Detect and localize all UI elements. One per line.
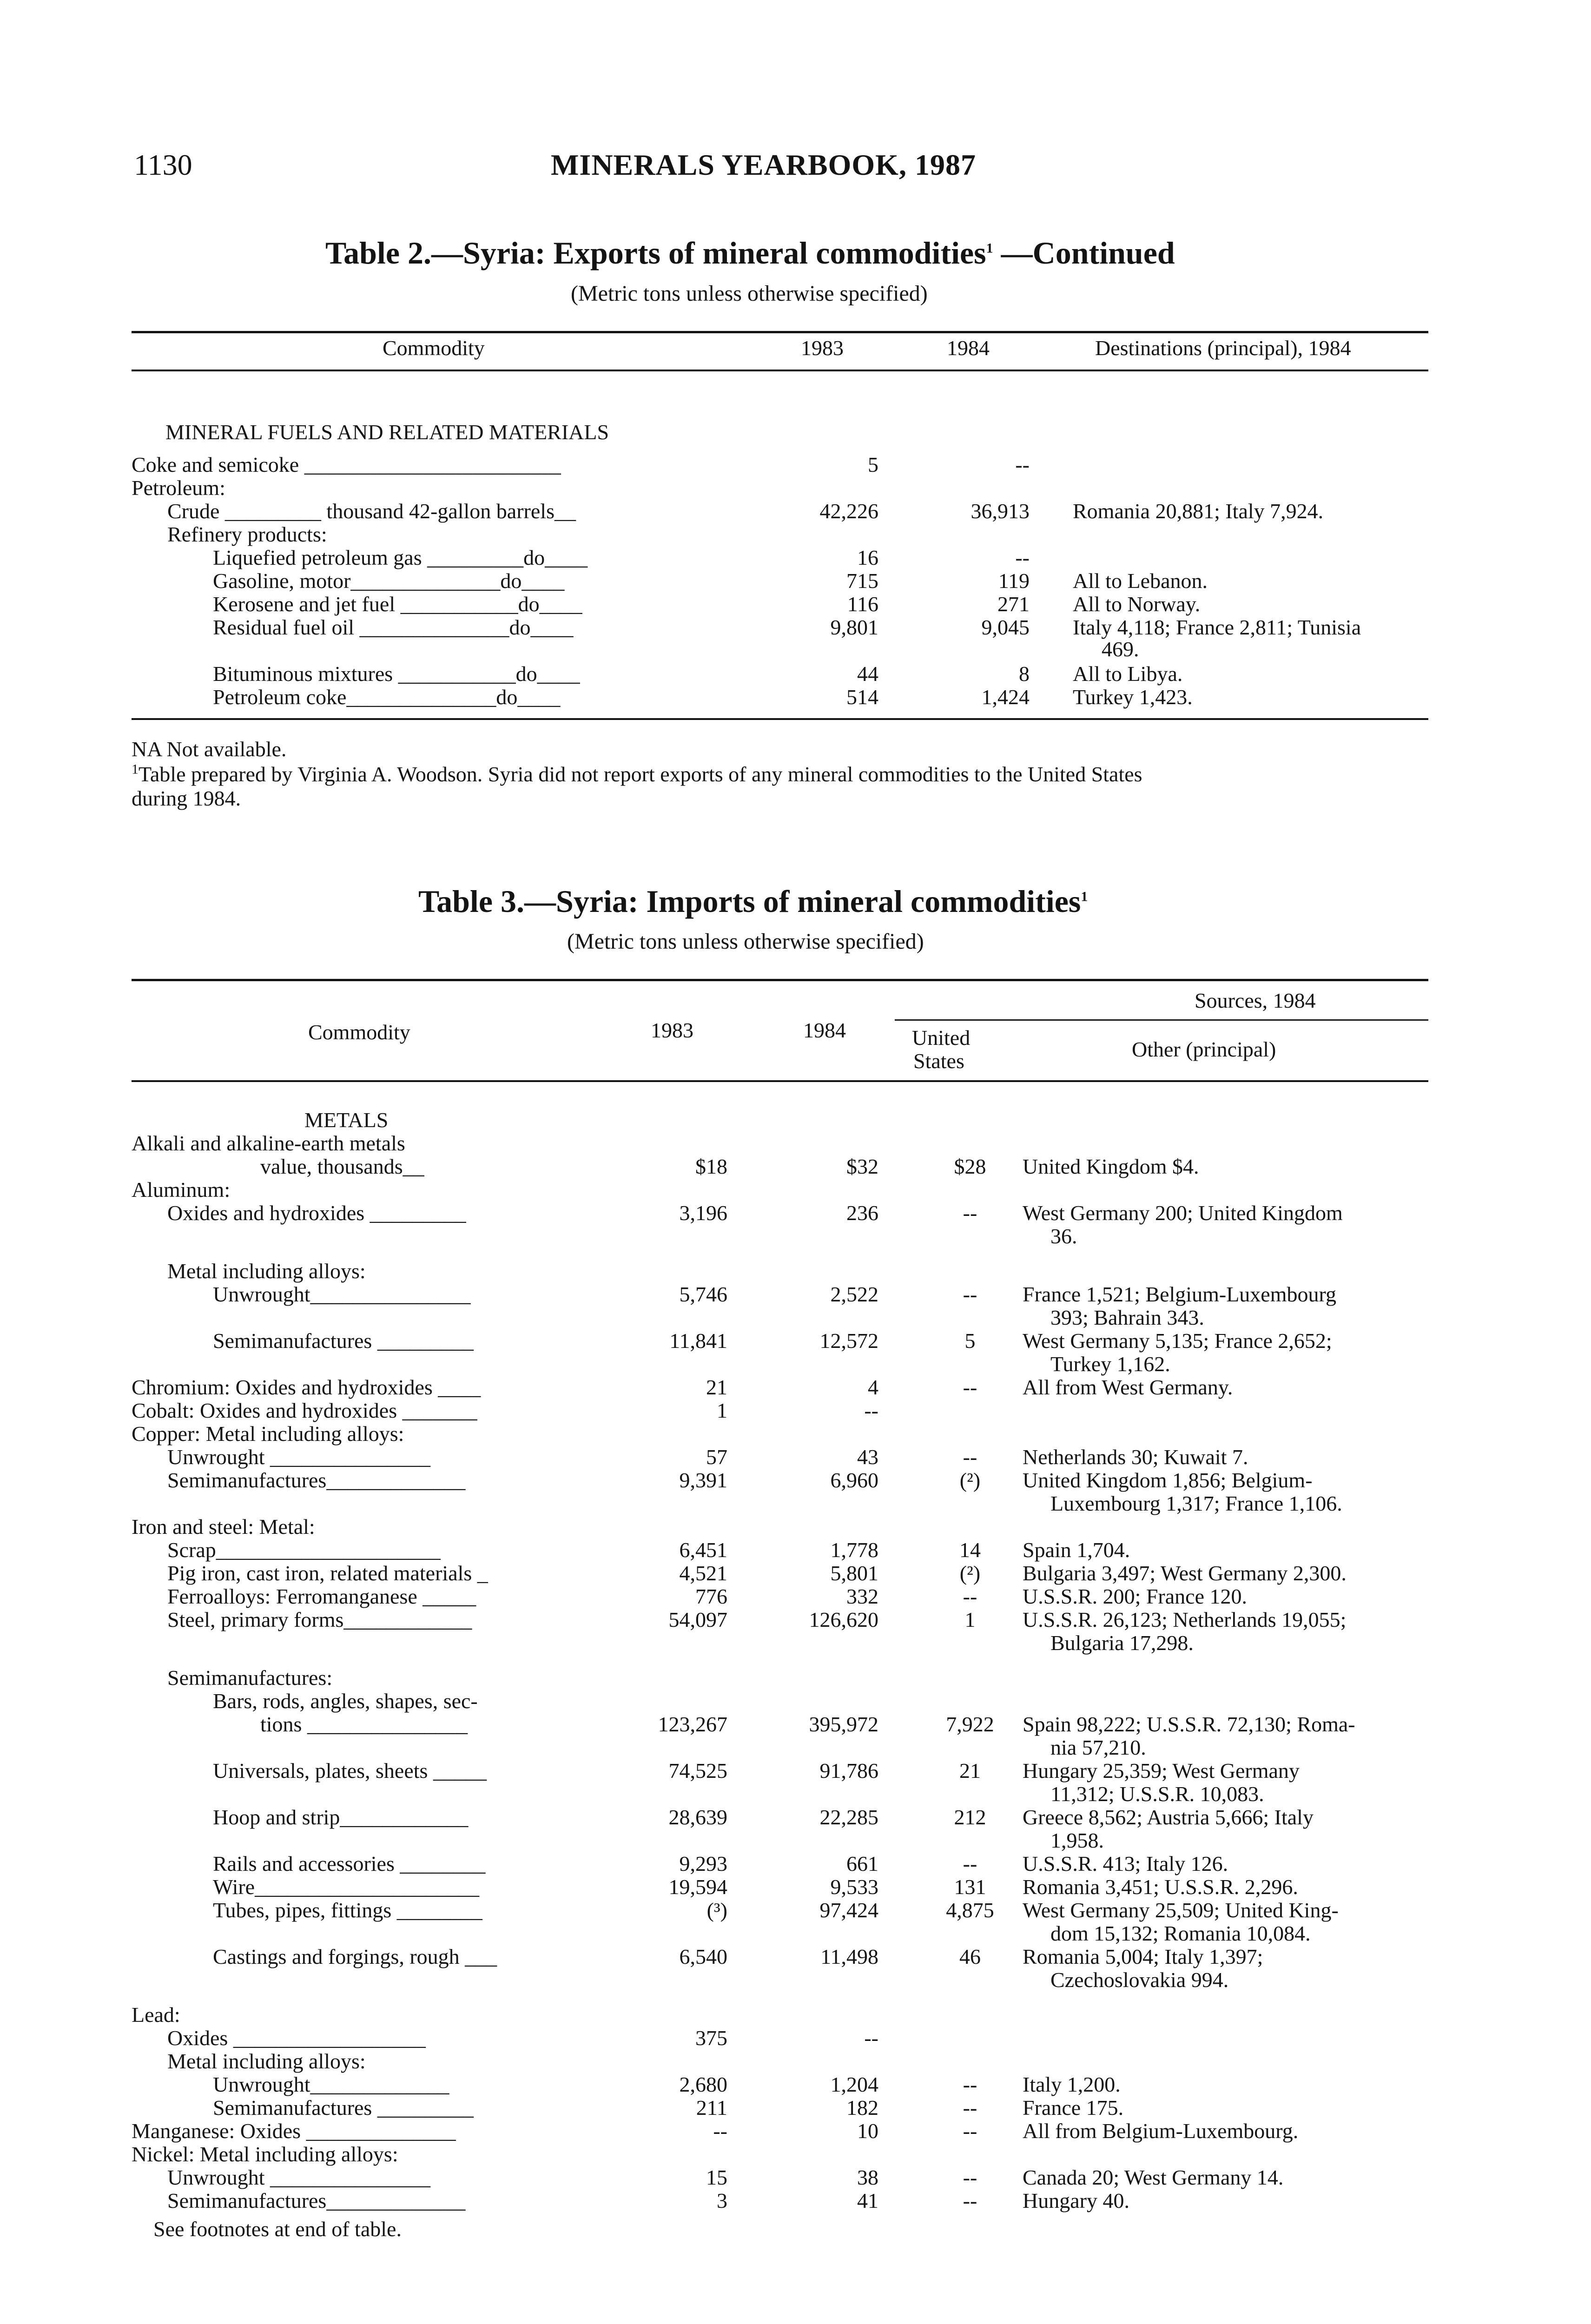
- table3-cell-1984: 5,801: [830, 1561, 878, 1585]
- table2-footnote-1: $^1$Table prepared by Virginia A. Woodson. Syria did not report exports of any mineral commodities to the United States: [132, 761, 1142, 786]
- table3-title: Table 3.—Syria: Imports of mineral commodities$^1$: [418, 884, 1088, 919]
- table3-cell-1983: 3: [717, 2189, 727, 2212]
- table3-cell-other-cont: 1,958.: [1050, 1829, 1104, 1852]
- table3-cell-united-states: --: [963, 2189, 977, 2212]
- table3-cell-1983: 776: [695, 1585, 727, 1608]
- table3-cell-1983: 54,097: [668, 1608, 727, 1631]
- table3-cell-1984: 9,533: [830, 1875, 878, 1899]
- table3-cell-1984: 10: [857, 2119, 878, 2143]
- table3-cell-1983: 1: [717, 1399, 727, 1422]
- table3-cell-1984: 6,960: [830, 1468, 878, 1492]
- table2-row-label: Coke and semicoke ________________________: [132, 453, 561, 476]
- table2-cell-destination: All to Libya.: [1073, 662, 1183, 686]
- table3-cell-1983: 15: [706, 2166, 727, 2189]
- table3-cell-other: Italy 1,200.: [1023, 2073, 1121, 2096]
- table2-top-rule: [132, 331, 1428, 333]
- table3-row-label: Aluminum:: [132, 1178, 231, 1202]
- table3-cell-other: Romania 3,451; U.S.S.R. 2,296.: [1023, 1875, 1298, 1899]
- table3-row-label: Semimanufactures _________: [213, 1329, 474, 1353]
- table3-cell-other: West Germany 200; United Kingdom: [1023, 1201, 1343, 1225]
- table3-row-label: Alkali and alkaline-earth metals: [132, 1131, 405, 1155]
- table2-cell-1984: 271: [997, 592, 1030, 616]
- table3-row-label: Metal including alloys:: [167, 2049, 366, 2073]
- table3-cell-united-states: 46: [959, 1945, 981, 1968]
- table2-header-rule: [132, 370, 1428, 371]
- table3-col-1983: 1983: [651, 1018, 693, 1042]
- table3-cell-united-states: 1: [964, 1608, 976, 1631]
- table3-cell-united-states: --: [963, 1585, 977, 1608]
- table2-cell-1983: 514: [846, 685, 878, 709]
- table3-cell-other: U.S.S.R. 413; Italy 126.: [1023, 1852, 1228, 1875]
- table3-cell-1983: 123,267: [658, 1712, 727, 1736]
- table3-cell-1984: 43: [857, 1445, 878, 1469]
- table2-bottom-rule: [132, 718, 1428, 720]
- table3-cell-other: U.S.S.R. 26,123; Netherlands 19,055;: [1023, 1608, 1347, 1631]
- table2-title-footnote: 1: [986, 240, 993, 256]
- table2-row-label: Residual fuel oil ______________do____: [213, 615, 574, 639]
- table3-cell-united-states: 5: [964, 1329, 976, 1353]
- table3-cell-other-cont: 11,312; U.S.S.R. 10,083.: [1050, 1782, 1264, 1806]
- table2-cell-1983: 16: [857, 546, 878, 569]
- table3-footer: See footnotes at end of table.: [153, 2217, 402, 2241]
- table2-cell-destination: All to Norway.: [1073, 592, 1201, 616]
- table3-cell-other: Netherlands 30; Kuwait 7.: [1023, 1445, 1248, 1469]
- table3-cell-other: Spain 98,222; U.S.S.R. 72,130; Roma-: [1023, 1712, 1355, 1736]
- table2-cell-1984: 36,913: [970, 499, 1030, 523]
- table3-section: METALS: [304, 1108, 389, 1132]
- table3-cell-1983: (³): [706, 1898, 727, 1922]
- table3-cell-1984: 2,522: [830, 1282, 878, 1306]
- table3-row-label: Oxides and hydroxides _________: [167, 1201, 466, 1225]
- table3-col-other: Other (principal): [1132, 1037, 1276, 1061]
- table3-cell-1983: 57: [706, 1445, 727, 1469]
- table3-cell-1983: 4,521: [679, 1561, 727, 1585]
- table3-cell-1983: 21: [706, 1375, 727, 1399]
- table3-row-label: Manganese: Oxides ______________: [132, 2119, 456, 2143]
- table3-row-label: Cobalt: Oxides and hydroxides _______: [132, 1399, 477, 1422]
- table3-cell-other: Canada 20; West Germany 14.: [1023, 2166, 1284, 2189]
- table3-row-label: Oxides __________________: [167, 2026, 426, 2050]
- table3-cell-1984: --: [864, 1399, 878, 1422]
- table3-cell-other: Bulgaria 3,497; West Germany 2,300.: [1023, 1561, 1347, 1585]
- table3-header-rule: [132, 1080, 1428, 1082]
- table2-cell-1984: 8: [1019, 662, 1030, 686]
- table3-cell-united-states: 14: [959, 1538, 981, 1562]
- table3-row-label: Metal including alloys:: [167, 1259, 366, 1283]
- table3-cell-other-cont: dom 15,132; Romania 10,084.: [1050, 1921, 1311, 1945]
- table3-title-footnote: 1: [1081, 889, 1088, 905]
- table3-cell-united-states: --: [963, 2119, 977, 2143]
- table2-cell-destination-cont: 469.: [1102, 637, 1139, 661]
- table3-cell-1984: 126,620: [809, 1608, 878, 1631]
- table3-cell-united-states: --: [963, 2166, 977, 2189]
- table3-row-label: Scrap_____________________: [167, 1538, 441, 1562]
- table3-row-label: Steel, primary forms____________: [167, 1608, 472, 1631]
- table2-section: MINERAL FUELS AND RELATED MATERIALS: [165, 420, 609, 444]
- table3-cell-1984: 1,778: [830, 1538, 878, 1562]
- table2-cell-1984: --: [1015, 453, 1030, 476]
- table3-cell-1984: 182: [846, 2096, 878, 2119]
- table3-row-label: tions _______________: [260, 1712, 468, 1736]
- table2-row-label: Crude _________ thousand 42-gallon barrels__: [167, 499, 576, 523]
- table3-cell-1984: 12,572: [819, 1329, 878, 1353]
- table3-cell-1984: 22,285: [819, 1805, 878, 1829]
- table3-cell-1983: 11,841: [669, 1329, 727, 1353]
- table3-cell-1984: 395,972: [809, 1712, 878, 1736]
- table2-title: Table 2.—Syria: Exports of mineral commodities$^1$ —Continued: [325, 235, 1175, 271]
- table2-subtitle: (Metric tons unless otherwise specified): [571, 281, 928, 306]
- table3-row-label: Semimanufactures_____________: [167, 2189, 466, 2212]
- table2-cell-destination: Romania 20,881; Italy 7,924.: [1073, 499, 1324, 523]
- table3-cell-other: Hungary 25,359; West Germany: [1023, 1759, 1300, 1783]
- table3-cell-1984: --: [864, 2026, 878, 2050]
- table3-cell-other-cont: nia 57,210.: [1050, 1736, 1146, 1759]
- table3-cell-other: United Kingdom $4.: [1023, 1155, 1199, 1178]
- table3-cell-other: U.S.S.R. 200; France 120.: [1023, 1585, 1247, 1608]
- table2-cell-destination: Turkey 1,423.: [1073, 685, 1193, 709]
- table3-row-label: Unwrought _______________: [167, 1445, 431, 1469]
- table3-row-label: Bars, rods, angles, shapes, sec-: [213, 1689, 478, 1713]
- table3-cell-1983: 9,391: [679, 1468, 727, 1492]
- table3-cell-1983: 6,451: [679, 1538, 727, 1562]
- table3-cell-other: All from Belgium-Luxembourg.: [1023, 2119, 1299, 2143]
- table3-row-label: value, thousands__: [260, 1155, 424, 1178]
- table3-cell-united-states: --: [963, 1375, 977, 1399]
- table3-row-label: Semimanufactures _________: [213, 2096, 474, 2119]
- table3-cell-united-states: 131: [954, 1875, 986, 1899]
- table3-cell-united-states: --: [963, 1282, 977, 1306]
- table2-row-label: Refinery products:: [167, 522, 327, 546]
- table3-cell-1983: 19,594: [668, 1875, 727, 1899]
- table3-cell-other: United Kingdom 1,856; Belgium-: [1023, 1468, 1313, 1492]
- table3-cell-1983: 28,639: [668, 1805, 727, 1829]
- table3-row-label: Universals, plates, sheets _____: [213, 1759, 487, 1783]
- table2-row-label: Petroleum coke______________do____: [213, 685, 561, 709]
- table3-cell-united-states: (²): [959, 1468, 981, 1492]
- table2-col-1983: 1983: [801, 336, 844, 360]
- table3-cell-united-states: (²): [959, 1561, 981, 1585]
- table3-row-label: Ferroalloys: Ferromanganese _____: [167, 1585, 476, 1608]
- table2-col-1984: 1984: [947, 336, 990, 360]
- table3-cell-1983: 2,680: [679, 2073, 727, 2096]
- table3-cell-other: Hungary 40.: [1023, 2189, 1129, 2212]
- table2-row-label: Gasoline, motor______________do____: [213, 569, 565, 593]
- table3-row-label: Nickel: Metal including alloys:: [132, 2142, 398, 2166]
- table2-cell-1983: 116: [847, 592, 878, 616]
- table3-row-label: Rails and accessories ________: [213, 1852, 486, 1875]
- table2-cell-1983: 44: [857, 662, 878, 686]
- table3-col-commodity: Commodity: [308, 1020, 410, 1044]
- table3-col-sources: Sources, 1984: [1195, 989, 1316, 1012]
- table3-cell-other: All from West Germany.: [1023, 1375, 1233, 1399]
- table3-row-label: Hoop and strip____________: [213, 1805, 469, 1829]
- table3-cell-united-states: 21: [959, 1759, 981, 1783]
- table2-note-na: NA Not available.: [132, 737, 287, 761]
- table3-cell-other: Spain 1,704.: [1023, 1538, 1130, 1562]
- table3-row-label: Unwrought _______________: [167, 2166, 431, 2189]
- table3-cell-1983: 6,540: [679, 1945, 727, 1968]
- table3-cell-other-cont: Bulgaria 17,298.: [1050, 1631, 1194, 1655]
- table3-cell-1983: 211: [696, 2096, 727, 2119]
- table2-cell-1984: 9,045: [981, 615, 1030, 639]
- table3-cell-1984: 41: [857, 2189, 878, 2212]
- table2-cell-destination: All to Lebanon.: [1073, 569, 1208, 593]
- table2-cell-1983: 9,801: [830, 615, 878, 639]
- table3-row-label: Pig iron, cast iron, related materials _: [167, 1561, 488, 1585]
- table3-cell-1984: 4: [868, 1375, 878, 1399]
- table3-cell-1984: 332: [846, 1585, 878, 1608]
- table3-row-label: Copper: Metal including alloys:: [132, 1422, 404, 1446]
- table2-cell-1983: 715: [846, 569, 878, 593]
- table3-cell-united-states: --: [963, 2096, 977, 2119]
- table2-cell-1984: 119: [998, 569, 1030, 593]
- table3-cell-1984: 11,498: [820, 1945, 878, 1968]
- table3-cell-united-states: --: [963, 2073, 977, 2096]
- table3-cell-1983: 74,525: [668, 1759, 727, 1783]
- table3-cell-other: France 1,521; Belgium-Luxembourg: [1023, 1282, 1336, 1306]
- table3-cell-1983: 9,293: [679, 1852, 727, 1875]
- table2-cell-1983: 5: [868, 453, 878, 476]
- table3-cell-united-states: $28: [954, 1155, 986, 1178]
- table2-row-label: Liquefied petroleum gas _________do____: [213, 546, 588, 569]
- table3-cell-united-states: 4,875: [946, 1898, 994, 1922]
- table3-cell-united-states: --: [963, 1201, 977, 1225]
- table3-cell-1984: 236: [846, 1201, 878, 1225]
- table2-row-label: Kerosene and jet fuel ___________do____: [213, 592, 582, 616]
- table3-row-label: Unwrought_____________: [213, 2073, 449, 2096]
- table3-cell-1984: 91,786: [819, 1759, 878, 1783]
- table3-cell-1983: --: [713, 2119, 727, 2143]
- table3-cell-1984: 1,204: [830, 2073, 878, 2096]
- running-title: MINERALS YEARBOOK, 1987: [551, 148, 976, 181]
- table2-cell-1984: --: [1015, 546, 1030, 569]
- table3-subtitle: (Metric tons unless otherwise specified): [567, 929, 924, 954]
- table3-cell-1983: 375: [695, 2026, 727, 2050]
- table2-col-commodity: Commodity: [383, 336, 485, 360]
- table3-row-label: Semimanufactures_____________: [167, 1468, 466, 1492]
- table2-row-label: Bituminous mixtures ___________do____: [213, 662, 580, 686]
- table2-cell-destination: Italy 4,118; France 2,811; Tunisia: [1073, 615, 1361, 639]
- table3-cell-united-states: --: [963, 1445, 977, 1469]
- table3-top-rule: [132, 979, 1428, 981]
- table3-row-label: Tubes, pipes, fittings ________: [213, 1898, 482, 1922]
- footnote-marker: 1: [132, 761, 139, 777]
- table3-cell-other: France 175.: [1023, 2096, 1124, 2119]
- table3-col-1984: 1984: [803, 1018, 846, 1042]
- table3-row-label: Chromium: Oxides and hydroxides ____: [132, 1375, 481, 1399]
- page-number: 1130: [134, 148, 192, 181]
- table3-cell-united-states: 7,922: [946, 1712, 994, 1736]
- table3-cell-united-states: 212: [954, 1805, 986, 1829]
- table3-cell-other: West Germany 25,509; United King-: [1023, 1898, 1339, 1922]
- table3-cell-1983: 5,746: [679, 1282, 727, 1306]
- table3-cell-other-cont: 393; Bahrain 343.: [1050, 1306, 1204, 1329]
- table3-row-label: Lead:: [132, 2003, 180, 2027]
- table3-cell-other: West Germany 5,135; France 2,652;: [1023, 1329, 1332, 1353]
- table3-col-us-line2: States: [913, 1049, 964, 1073]
- table3-cell-1984: 38: [857, 2166, 878, 2189]
- table2-cell-1983: 42,226: [819, 499, 878, 523]
- table3-row-label: Wire_____________________: [213, 1875, 480, 1899]
- table3-cell-other-cont: Luxembourg 1,317; France 1,106.: [1050, 1492, 1342, 1515]
- table3-row-label: Semimanufactures:: [167, 1666, 333, 1690]
- table2-footnote-1-cont: during 1984.: [132, 786, 241, 810]
- table3-cell-1983: 3,196: [679, 1201, 727, 1225]
- table3-sources-rule: [895, 1019, 1428, 1021]
- table2-col-destinations: Destinations (principal), 1984: [1095, 336, 1351, 360]
- table3-cell-other-cont: 36.: [1050, 1224, 1077, 1248]
- table3-cell-other-cont: Czechoslovakia 994.: [1050, 1968, 1229, 1992]
- table3-cell-other-cont: Turkey 1,162.: [1050, 1352, 1170, 1376]
- table3-row-label: Castings and forgings, rough ___: [213, 1945, 497, 1968]
- table3-row-label: Iron and steel: Metal:: [132, 1515, 315, 1538]
- table3-cell-united-states: --: [963, 1852, 977, 1875]
- table3-cell-other: Romania 5,004; Italy 1,397;: [1023, 1945, 1263, 1968]
- table3-cell-1984: $32: [846, 1155, 878, 1178]
- table3-col-us-line1: United: [912, 1026, 970, 1050]
- table3-cell-1984: 97,424: [819, 1898, 878, 1922]
- table3-cell-1983: $18: [695, 1155, 727, 1178]
- table3-cell-1984: 661: [846, 1852, 878, 1875]
- table3-cell-other: Greece 8,562; Austria 5,666; Italy: [1023, 1805, 1314, 1829]
- table3-row-label: Unwrought_______________: [213, 1282, 471, 1306]
- table2-cell-1984: 1,424: [981, 685, 1030, 709]
- table2-row-label: Petroleum:: [132, 476, 225, 500]
